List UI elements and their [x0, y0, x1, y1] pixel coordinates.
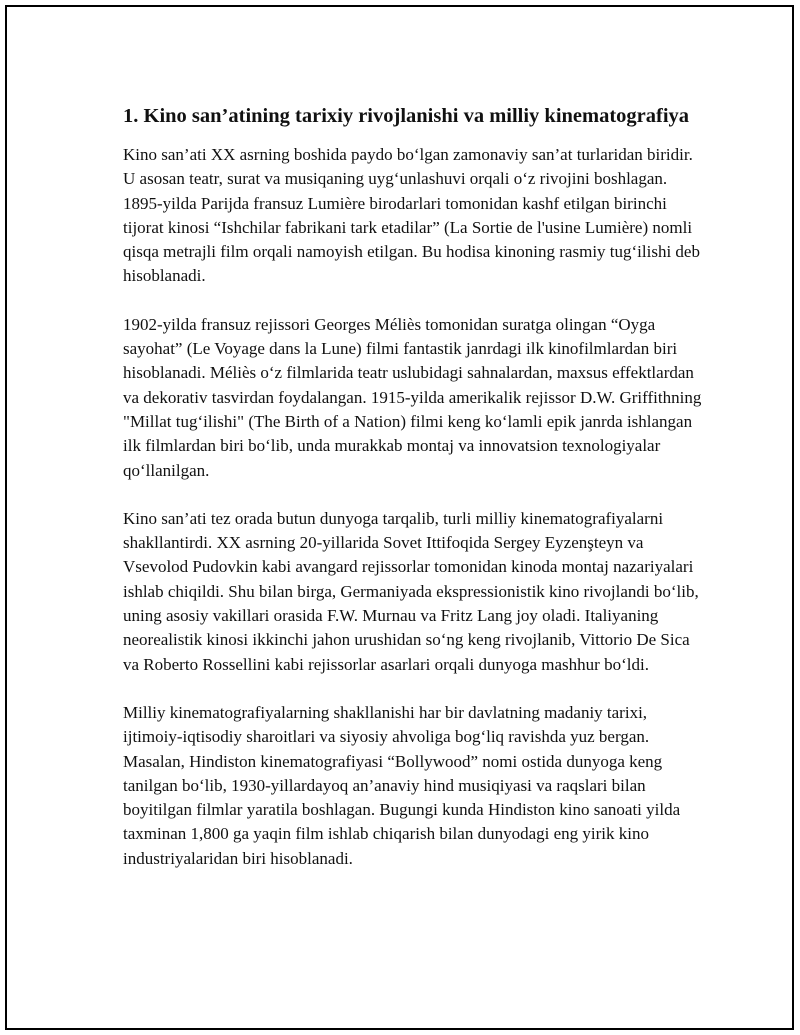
paragraph-1: Kino san’ati XX asrning boshida paydo bo‘lgan zamonaviy san’at turlaridan biridir. U asosan teatr, surat va musiqaning uyg‘unlashuvi orqali o‘z rivojini boshlagan. 1895-yilda Parijda fransuz Lumière birodarlari tomonidan kashf etilgan birinchi tijorat kinosi “Ishchilar fabrikani tark etadilar” (La Sortie de l'usine Lumière) nomli qisqa metrajli film orqali namoyish etilgan. Bu hodisa kinoning rasmiy tug‘ilishi deb hisoblanadi. — [123, 145, 700, 286]
document-body — [119, 103, 709, 895]
section-heading: 1. Kino san’atining tarixiy rivojlanishi va milliy kinematografiya — [123, 105, 690, 127]
paragraph-3: Kino san’ati tez orada butun dunyoga tarqalib, turli milliy kinematografiyalarni shakllantirdi. XX asrning 20-yillarida Sovet Ittifoqida Sergey Eyzenşteyn va Vsevolod Pudovkin kabi avangard rejissorlar tomonidan kinoda montaj nazariyalari ishlab chiqildi. Shu bilan birga, Germaniyada ekspressionistik kino rivojlandi bo‘lib, uning asosiy vakillari orasida F.W. Murnau va Fritz Lang joy oladi. Italiyaning neorealistik kinosi ikkinchi jahon urushidan so‘ng keng rivojlanib, Vittorio De Sica va Roberto Rossellini kabi rejissorlar asarlari orqali dunyoga mashhur bo‘ldi. — [123, 508, 699, 674]
paragraph-4: Milliy kinematografiyalarning shakllanishi har bir davlatning madaniy tarixi, ijtimoiy-iqtisodiy sharoitlari va siyosiy ahvoliga bog‘liq ravishda yuz bergan. Masalan, Hindiston kinematografiyasi “Bollywood” nomi ostida dunyoga keng tanilgan bo‘lib, 1930-yillardayoq an’anaviy hind musiqiyasi va raqslari bilan boyitilgan filmlar yaratila boshlagan. Bugungi kunda Hindiston kino sanoati yilda taxminan 1,800 ga yaqin film ishlab chiqarish bilan dunyodagi eng yirik kino industriyalaridan biri hisoblanadi. — [123, 702, 681, 868]
page-frame — [5, 5, 794, 1030]
paragraph-2: 1902-yilda fransuz rejissori Georges Méliès tomonidan suratga olingan “Oyga sayohat” (Le Voyage dans la Lune) filmi fantastik janrdagi ilk kinofilmlardan biri hisoblanadi. Méliès o‘z filmlarida teatr uslubidagi sahnalardan, maxsus effektlardan va dekorativ tasvirdan foydalangan. 1915-yilda amerikalik rejissor D.W. Griffithning "Millat tug‘ilishi" (The Birth of a Nation) filmi keng ko‘lamli epik janrda ishlangan ilk filmlardan biri bo‘lib, unda murakkab montaj va innovatsion texnologiyalar qo‘llanilgan. — [123, 314, 702, 480]
